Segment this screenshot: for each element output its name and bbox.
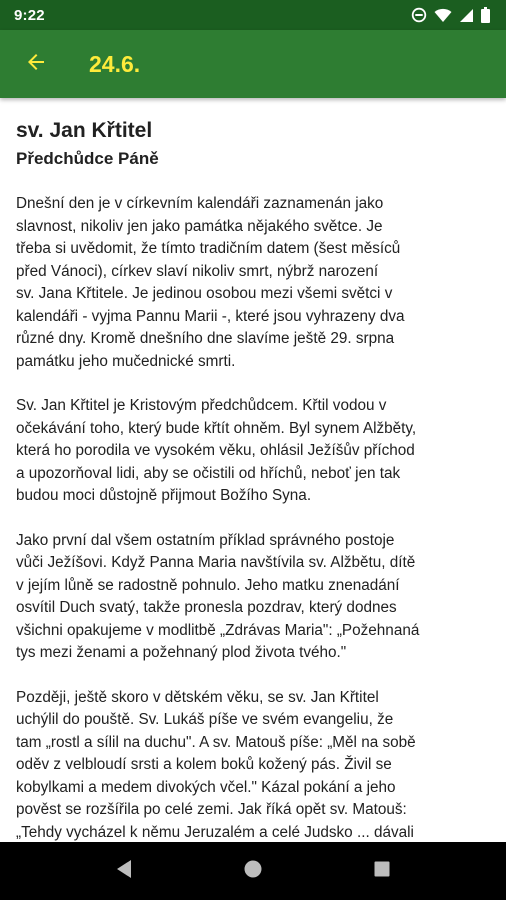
- paragraph: Dnešní den je v církevním kalendáři zaznamenán jako slavnost, nikoliv jen jako památka nějakého světce. Je třeba si uvědomit, že tímto tradičním datem (šest měsíců před Vánoci), církev slaví nikoliv smrt, nýbrž narození sv. Jana Křtitele. Je jedinou osobou mezi všemi světci v kalendáři - vyjma Pannu Marii -, které jsou vyhrazeny dva různé dny. Kromě dnešního dne slavíme ještě 29. srpna památku jeho mučednické smrti.: [16, 195, 405, 370]
- paragraph: Později, ještě skoro v dětském věku, se sv. Jan Křtitel uchýlil do pouště. Sv. Lukáš píše ve svém evangeliu, že tam „rostl a sílil na duchu". A sv. Matouš píše: „Měl na sobě oděv z velbloudí srsti a kolem boků kožený pás. Živil se kobylkami a medem divokých včel." Kázal pokání a jeho pověst se rozšířila po celé zemi. Jak říká opět sv. Matouš: „Tehdy vycházel k němu Jeruzalém a celé Judsko ... dávali: [16, 688, 416, 841]
- back-triangle-icon: [115, 859, 133, 884]
- do-not-disturb-icon: [411, 7, 427, 23]
- home-circle-icon: [243, 859, 263, 884]
- battery-icon: [481, 7, 490, 23]
- nav-home-button[interactable]: [229, 847, 277, 895]
- recents-square-icon: [373, 860, 391, 883]
- arrow-back-icon: [24, 50, 48, 79]
- nav-recents-button[interactable]: [358, 847, 406, 895]
- back-button[interactable]: [8, 36, 64, 92]
- status-time: 9:22: [14, 6, 45, 24]
- saint-subtitle: Předchůdce Páně: [16, 149, 159, 168]
- page-title: 24.6.: [89, 50, 141, 77]
- paragraph: Sv. Jan Křtitel je Kristovým předchůdcem. Křtil vodou v očekávání toho, který bude křtít ohněm. Byl synem Alžběty, která ho porodila ve vysokém věku, ohlásil Ježíšův příchod a upozorňoval lidi, aby se očistili od hříchů, neboť jen tak budou moci důstojně přijmout Božího Syna.: [16, 397, 417, 504]
- saint-name: sv. Jan Křtitel: [16, 119, 153, 142]
- article-content[interactable]: [0, 98, 506, 842]
- system-nav-bar: [0, 842, 506, 900]
- signal-icon: [459, 8, 474, 23]
- nav-back-button[interactable]: [100, 847, 148, 895]
- paragraph: Jako první dal všem ostatním příklad správného postoje vůči Ježíšovi. Když Panna Maria navštívila sv. Alžbětu, dítě v jejím lůně se radostně pohnulo. Jeho matku znenadání osvítil Duch svatý, takže pronesla pozdrav, který dodnes všichni opakujeme v modlitbě „Zdrávas Maria": „Požehnaná tys mezi ženami a požehnaný plod života tvého.": [16, 531, 420, 661]
- wifi-icon: [434, 8, 452, 23]
- article-body: [16, 193, 490, 867]
- status-icons: [411, 7, 490, 23]
- status-bar: [0, 0, 506, 30]
- app-bar: [0, 30, 506, 98]
